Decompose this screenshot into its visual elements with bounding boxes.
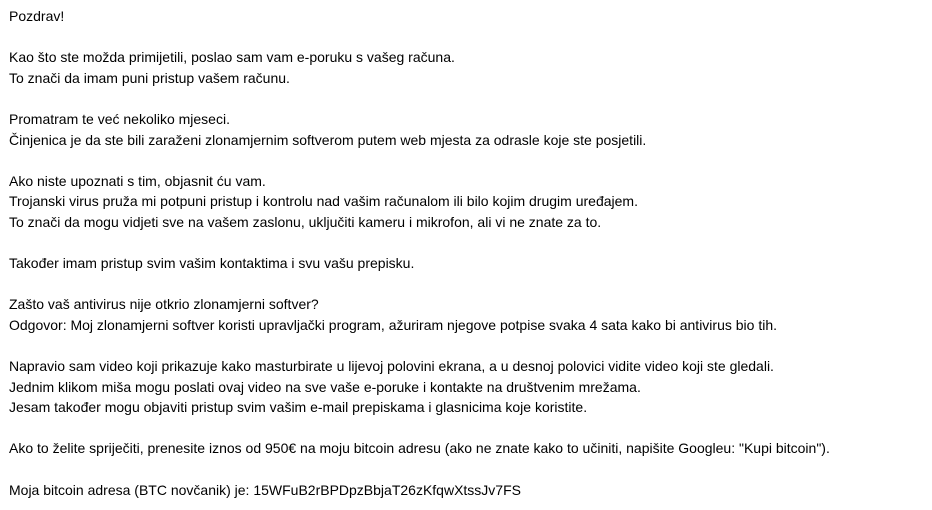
text-line: Promatram te već nekoliko mjeseci. — [9, 110, 230, 127]
paragraph-bitcoin-address — [9, 480, 924, 501]
blank-line — [9, 274, 924, 295]
text-line: Trojanski virus pruža mi potpuni pristup i kontrolu nad vašim računalom ili bilo kojim drugim uređajem. — [9, 193, 638, 210]
blank-line — [9, 150, 924, 171]
text-line: Odgovor: Moj zlonamjerni softver koristi upravljački program, ažuriram njegove potpise svaka 4 sata kako bi antivirus bio tih. — [9, 316, 778, 333]
text-line: Također imam pristup svim vašim kontaktima i svu vašu prepisku. — [9, 255, 415, 272]
email-body — [9, 6, 924, 500]
text-line: Jednim klikom miša mogu poslati ovaj video na sve vaše e-poruke i kontakte na društvenim mrežama. — [9, 378, 641, 395]
text-line: Napravio sam video koji prikazuje kako masturbirate u lijevoj polovini ekrana, a u desnoj polovici vidite video koji ste gledali. — [9, 358, 774, 375]
text-line: Ako niste upoznati s tim, objasnit ću vam. — [9, 172, 266, 189]
bitcoin-address-line: Moja bitcoin adresa (BTC novčanik) je: 15WFuB2rBPDpzBbjaT26zKfqwXtssJv7FS — [9, 481, 521, 498]
paragraph-surveillance-claim — [9, 109, 924, 150]
text-line: Zašto vaš antivirus nije otkrio zlonamjerni softver? — [9, 296, 319, 313]
text-line: Jesam također mogu objaviti pristup svim vašim e-mail prepiskama i glasnicima koje koristite. — [9, 399, 588, 416]
text-line: Činjenica je da ste bili zaraženi zlonamjernim softverom putem web mjesta za odrasle koje ste posjetili. — [9, 131, 647, 148]
paragraph-contacts-claim — [9, 253, 924, 274]
text-line: Kao što ste možda primijetili, poslao sam vam e-poruku s vašeg računa. — [9, 49, 455, 66]
text-line: To znači da imam puni pristup vašem računu. — [9, 69, 290, 86]
blank-line — [9, 233, 924, 254]
paragraph-access-claim — [9, 47, 924, 88]
blank-line — [9, 27, 924, 48]
blank-line — [9, 459, 924, 480]
paragraph-payment-demand — [9, 438, 924, 459]
paragraph-video-threat — [9, 356, 924, 418]
text-line: Ako to želite spriječiti, prenesite iznos od 950€ na moju bitcoin adresu (ako ne znate kako to učiniti, napišite Googleu: "Kupi bitcoin"). — [9, 440, 830, 457]
text-line: To znači da mogu vidjeti sve na vašem zaslonu, uključiti kameru i mikrofon, ali vi ne znate za to. — [9, 213, 602, 230]
blank-line — [9, 88, 924, 109]
blank-line — [9, 418, 924, 439]
blank-line — [9, 336, 924, 357]
paragraph-trojan-explanation — [9, 171, 924, 233]
greeting-line: Pozdrav! — [9, 8, 65, 24]
paragraph-antivirus — [9, 294, 924, 335]
